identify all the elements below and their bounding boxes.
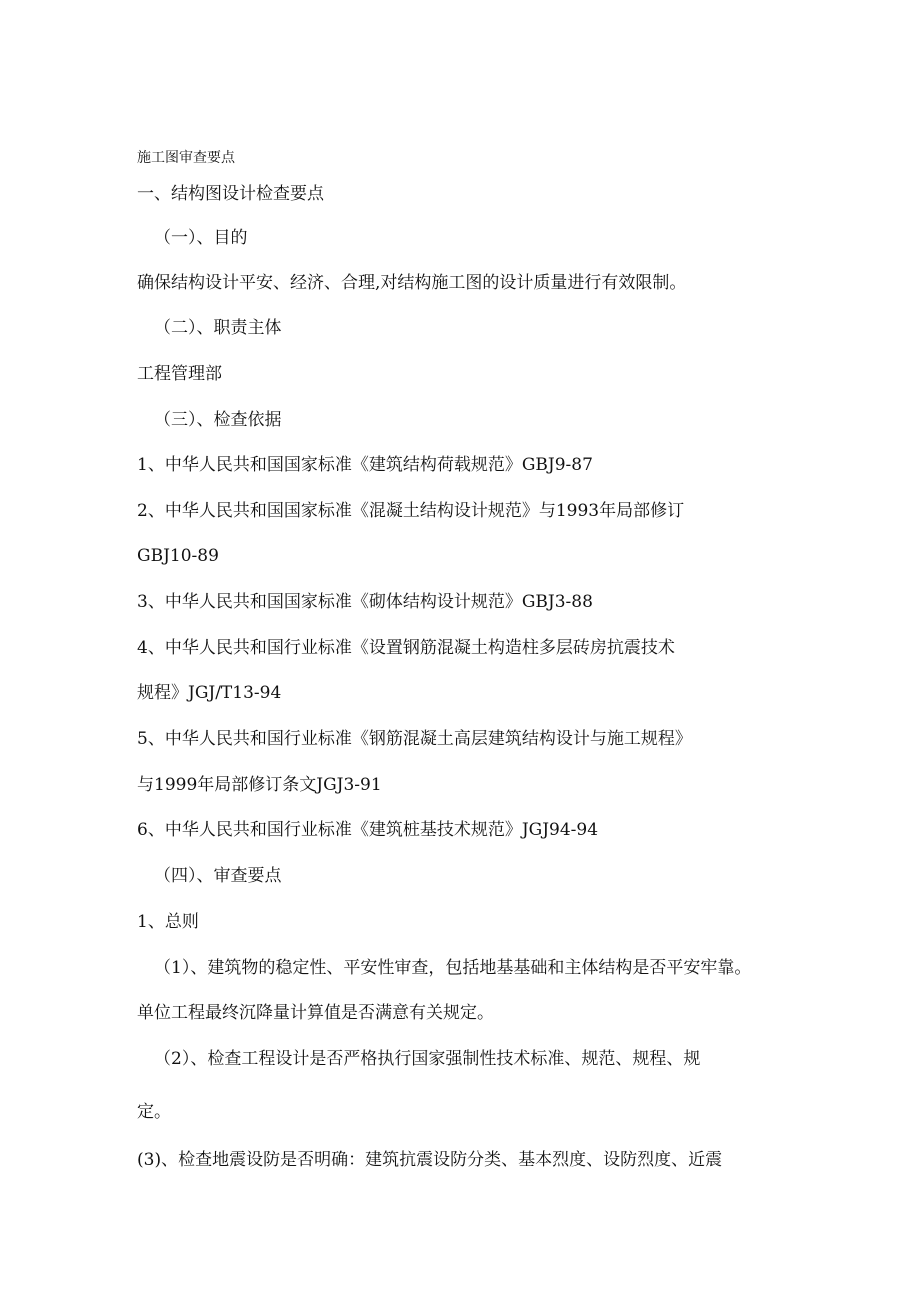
subsection-heading: （二）、职责主体 [154, 318, 282, 338]
paragraph: (3)、检查地震设防是否明确：建筑抗震设防分类、基本烈度、设防烈度、近震 [137, 1150, 723, 1170]
paragraph: （1）、建筑物的稳定性、平安性审查，包括地基基础和主体结构是否平安牢靠。 [154, 958, 752, 978]
paragraph-continuation: 单位工程最终沉降量计算值是否满意有关规定。 [137, 1003, 494, 1023]
paragraph: 工程管理部 [137, 364, 222, 384]
document-title: 施工图审查要点 [137, 150, 235, 166]
list-item: 5、中华人民共和国行业标准《钢筋混凝土高层建筑结构设计与施工规程》 [137, 729, 692, 749]
list-item-continuation: 规程》JGJ/T13-94 [137, 683, 282, 703]
list-item-continuation: GBJ10-89 [137, 546, 219, 566]
list-item-continuation: 与1999年局部修订条文JGJ3-91 [137, 775, 382, 795]
list-item: 1、中华人民共和国国家标准《建筑结构荷载规范》GBJ9-87 [137, 455, 593, 475]
subsection-heading: （四）、审查要点 [154, 866, 282, 886]
paragraph: （2）、检查工程设计是否严格执行国家强制性技术标准、规范、规程、规 [154, 1049, 701, 1069]
subsection-heading: （一）、目的 [154, 228, 248, 248]
paragraph: 1、总则 [137, 912, 199, 932]
paragraph: 确保结构设计平安、经济、合理,对结构施工图的设计质量进行有效限制。 [137, 273, 687, 293]
subsection-heading: （三）、检查依据 [154, 410, 282, 430]
list-item: 6、中华人民共和国行业标准《建筑桩基技术规范》JGJ94-94 [137, 820, 599, 840]
list-item: 3、中华人民共和国国家标准《砌体结构设计规范》GBJ3-88 [137, 592, 593, 612]
list-item: 2、中华人民共和国国家标准《混凝土结构设计规范》与1993年局部修订 [137, 501, 685, 521]
section-heading: 一、结构图设计检查要点 [137, 184, 324, 204]
list-item: 4、中华人民共和国行业标准《设置钢筋混凝土构造柱多层砖房抗震技术 [137, 638, 675, 658]
paragraph-continuation: 定。 [137, 1102, 171, 1122]
